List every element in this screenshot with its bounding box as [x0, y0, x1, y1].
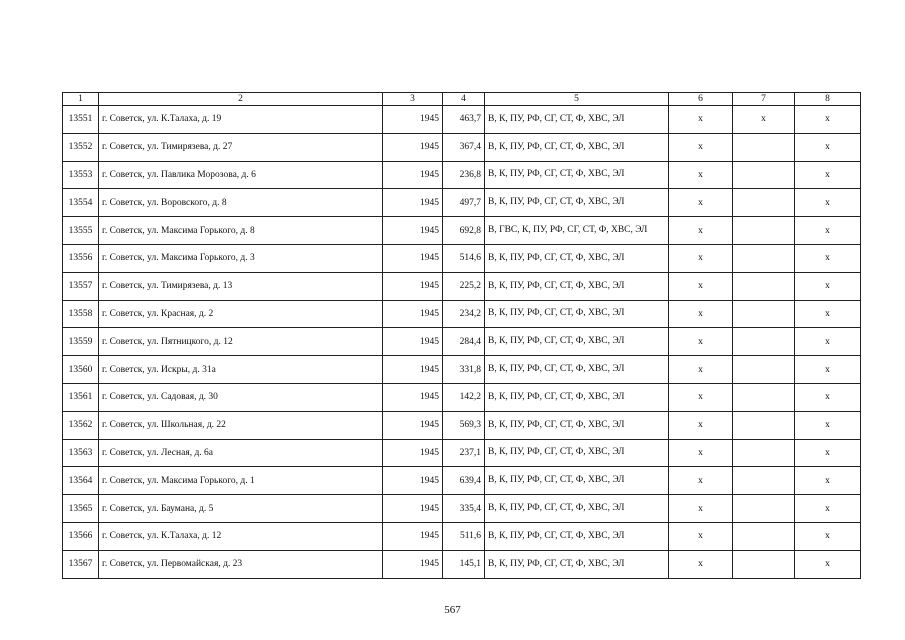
- year-cell: 1945: [383, 383, 443, 411]
- row-number: 13551: [63, 106, 99, 134]
- column-6-mark: х: [669, 467, 733, 495]
- row-number: 13566: [63, 522, 99, 550]
- year-cell: 1945: [383, 522, 443, 550]
- column-8-mark: х: [795, 328, 861, 356]
- column-header-3: 3: [383, 93, 443, 106]
- column-7-mark: [733, 328, 795, 356]
- area-cell: 237,1: [443, 439, 485, 467]
- utilities-cell: В, К, ПУ, РФ, СГ, СТ, Ф, ХВС, ЭЛ: [485, 356, 669, 384]
- column-8-mark: х: [795, 161, 861, 189]
- page-number: 567: [444, 604, 461, 616]
- area-cell: 639,4: [443, 467, 485, 495]
- row-number: 13565: [63, 495, 99, 523]
- year-cell: 1945: [383, 467, 443, 495]
- table-row: [63, 439, 861, 467]
- address-cell: г. Советск, ул. Воровского, д. 8: [99, 189, 383, 217]
- table-row: [63, 217, 861, 245]
- column-8-mark: х: [795, 217, 861, 245]
- year-cell: 1945: [383, 189, 443, 217]
- table-row: [63, 411, 861, 439]
- row-number: 13560: [63, 356, 99, 384]
- year-cell: 1945: [383, 495, 443, 523]
- column-7-mark: [733, 133, 795, 161]
- address-cell: г. Советск, ул. Школьная, д. 22: [99, 411, 383, 439]
- column-7-mark: [733, 550, 795, 578]
- address-cell: г. Советск, ул. Павлика Морозова, д. 6: [99, 161, 383, 189]
- utilities-cell: В, К, ПУ, РФ, СГ, СТ, Ф, ХВС, ЭЛ: [485, 133, 669, 161]
- column-6-mark: х: [669, 217, 733, 245]
- year-cell: 1945: [383, 550, 443, 578]
- column-header-6: 6: [669, 93, 733, 106]
- column-header-8: 8: [795, 93, 861, 106]
- address-cell: г. Советск, ул. Пятницкого, д. 12: [99, 328, 383, 356]
- area-cell: 234,2: [443, 300, 485, 328]
- column-7-mark: [733, 217, 795, 245]
- table-row: [63, 161, 861, 189]
- area-cell: 142,2: [443, 383, 485, 411]
- utilities-cell: В, К, ПУ, РФ, СГ, СТ, Ф, ХВС, ЭЛ: [485, 328, 669, 356]
- housing-registry-table: [62, 92, 861, 579]
- year-cell: 1945: [383, 356, 443, 384]
- year-cell: 1945: [383, 439, 443, 467]
- area-cell: 284,4: [443, 328, 485, 356]
- utilities-cell: В, К, ПУ, РФ, СГ, СТ, Ф, ХВС, ЭЛ: [485, 161, 669, 189]
- address-cell: г. Советск, ул. К.Талаха, д. 12: [99, 522, 383, 550]
- column-6-mark: х: [669, 522, 733, 550]
- column-8-mark: х: [795, 467, 861, 495]
- row-number: 13558: [63, 300, 99, 328]
- address-cell: г. Советск, ул. Максима Горького, д. 1: [99, 467, 383, 495]
- column-header-1: 1: [63, 93, 99, 106]
- address-cell: г. Советск, ул. Максима Горького, д. 8: [99, 217, 383, 245]
- utilities-cell: В, К, ПУ, РФ, СГ, СТ, Ф, ХВС, ЭЛ: [485, 467, 669, 495]
- area-cell: 145,1: [443, 550, 485, 578]
- address-cell: г. Советск, ул. Первомайская, д. 23: [99, 550, 383, 578]
- area-cell: 236,8: [443, 161, 485, 189]
- area-cell: 331,8: [443, 356, 485, 384]
- area-cell: 367,4: [443, 133, 485, 161]
- utilities-cell: В, К, ПУ, РФ, СГ, СТ, Ф, ХВС, ЭЛ: [485, 522, 669, 550]
- table-row: [63, 467, 861, 495]
- column-6-mark: х: [669, 328, 733, 356]
- column-header-2: 2: [99, 93, 383, 106]
- column-6-mark: х: [669, 383, 733, 411]
- utilities-cell: В, К, ПУ, РФ, СГ, СТ, Ф, ХВС, ЭЛ: [485, 383, 669, 411]
- year-cell: 1945: [383, 244, 443, 272]
- column-8-mark: х: [795, 495, 861, 523]
- utilities-cell: В, К, ПУ, РФ, СГ, СТ, Ф, ХВС, ЭЛ: [485, 300, 669, 328]
- row-number: 13555: [63, 217, 99, 245]
- year-cell: 1945: [383, 328, 443, 356]
- column-7-mark: [733, 161, 795, 189]
- row-number: 13563: [63, 439, 99, 467]
- column-7-mark: [733, 356, 795, 384]
- column-6-mark: х: [669, 411, 733, 439]
- column-8-mark: х: [795, 522, 861, 550]
- table-body: [63, 106, 861, 579]
- table-row: [63, 495, 861, 523]
- row-number: 13554: [63, 189, 99, 217]
- column-7-mark: [733, 300, 795, 328]
- header-row: [63, 93, 861, 106]
- column-6-mark: х: [669, 272, 733, 300]
- column-header-4: 4: [443, 93, 485, 106]
- area-cell: 463,7: [443, 106, 485, 134]
- year-cell: 1945: [383, 300, 443, 328]
- table-row: [63, 383, 861, 411]
- year-cell: 1945: [383, 106, 443, 134]
- year-cell: 1945: [383, 161, 443, 189]
- column-8-mark: х: [795, 439, 861, 467]
- table-row: [63, 522, 861, 550]
- column-7-mark: [733, 244, 795, 272]
- utilities-cell: В, ГВС, К, ПУ, РФ, СГ, СТ, Ф, ХВС, ЭЛ: [485, 217, 669, 245]
- table-row: [63, 356, 861, 384]
- row-number: 13556: [63, 244, 99, 272]
- address-cell: г. Советск, ул. Красная, д. 2: [99, 300, 383, 328]
- column-8-mark: х: [795, 189, 861, 217]
- utilities-cell: В, К, ПУ, РФ, СГ, СТ, Ф, ХВС, ЭЛ: [485, 411, 669, 439]
- table-row: [63, 328, 861, 356]
- column-7-mark: [733, 411, 795, 439]
- address-cell: г. Советск, ул. Садовая, д. 30: [99, 383, 383, 411]
- column-7-mark: [733, 383, 795, 411]
- year-cell: 1945: [383, 133, 443, 161]
- column-7-mark: [733, 439, 795, 467]
- row-number: 13559: [63, 328, 99, 356]
- column-header-5: 5: [485, 93, 669, 106]
- area-cell: 225,2: [443, 272, 485, 300]
- year-cell: 1945: [383, 411, 443, 439]
- column-6-mark: х: [669, 106, 733, 134]
- utilities-cell: В, К, ПУ, РФ, СГ, СТ, Ф, ХВС, ЭЛ: [485, 272, 669, 300]
- column-6-mark: х: [669, 550, 733, 578]
- area-cell: 335,4: [443, 495, 485, 523]
- utilities-cell: В, К, ПУ, РФ, СГ, СТ, Ф, ХВС, ЭЛ: [485, 189, 669, 217]
- column-6-mark: х: [669, 189, 733, 217]
- column-6-mark: х: [669, 495, 733, 523]
- table-row: [63, 300, 861, 328]
- area-cell: 497,7: [443, 189, 485, 217]
- row-number: 13561: [63, 383, 99, 411]
- address-cell: г. Советск, ул. Лесная, д. 6а: [99, 439, 383, 467]
- column-8-mark: х: [795, 106, 861, 134]
- table-row: [63, 189, 861, 217]
- row-number: 13553: [63, 161, 99, 189]
- column-7-mark: [733, 189, 795, 217]
- utilities-cell: В, К, ПУ, РФ, СГ, СТ, Ф, ХВС, ЭЛ: [485, 106, 669, 134]
- column-6-mark: х: [669, 133, 733, 161]
- column-8-mark: х: [795, 272, 861, 300]
- column-7-mark: [733, 495, 795, 523]
- row-number: 13567: [63, 550, 99, 578]
- column-8-mark: х: [795, 550, 861, 578]
- column-8-mark: х: [795, 383, 861, 411]
- table-row: [63, 244, 861, 272]
- column-6-mark: х: [669, 356, 733, 384]
- address-cell: г. Советск, ул. Тимирязева, д. 13: [99, 272, 383, 300]
- column-6-mark: х: [669, 244, 733, 272]
- address-cell: г. Советск, ул. Тимирязева, д. 27: [99, 133, 383, 161]
- address-cell: г. Советск, ул. К.Талаха, д. 19: [99, 106, 383, 134]
- row-number: 13562: [63, 411, 99, 439]
- column-7-mark: х: [733, 106, 795, 134]
- utilities-cell: В, К, ПУ, РФ, СГ, СТ, Ф, ХВС, ЭЛ: [485, 439, 669, 467]
- column-6-mark: х: [669, 439, 733, 467]
- column-7-mark: [733, 467, 795, 495]
- year-cell: 1945: [383, 272, 443, 300]
- address-cell: г. Советск, ул. Баумана, д. 5: [99, 495, 383, 523]
- table-row: [63, 133, 861, 161]
- column-8-mark: х: [795, 133, 861, 161]
- column-6-mark: х: [669, 300, 733, 328]
- row-number: 13552: [63, 133, 99, 161]
- utilities-cell: В, К, ПУ, РФ, СГ, СТ, Ф, ХВС, ЭЛ: [485, 550, 669, 578]
- column-8-mark: х: [795, 244, 861, 272]
- table-row: [63, 106, 861, 134]
- column-8-mark: х: [795, 411, 861, 439]
- address-cell: г. Советск, ул. Максима Горького, д. 3: [99, 244, 383, 272]
- year-cell: 1945: [383, 217, 443, 245]
- area-cell: 692,8: [443, 217, 485, 245]
- utilities-cell: В, К, ПУ, РФ, СГ, СТ, Ф, ХВС, ЭЛ: [485, 244, 669, 272]
- column-header-7: 7: [733, 93, 795, 106]
- row-number: 13557: [63, 272, 99, 300]
- utilities-cell: В, К, ПУ, РФ, СГ, СТ, Ф, ХВС, ЭЛ: [485, 495, 669, 523]
- column-6-mark: х: [669, 161, 733, 189]
- area-cell: 514,6: [443, 244, 485, 272]
- column-8-mark: х: [795, 300, 861, 328]
- column-7-mark: [733, 272, 795, 300]
- area-cell: 569,3: [443, 411, 485, 439]
- area-cell: 511,6: [443, 522, 485, 550]
- row-number: 13564: [63, 467, 99, 495]
- table-row: [63, 272, 861, 300]
- table-row: [63, 550, 861, 578]
- address-cell: г. Советск, ул. Искры, д. 31а: [99, 356, 383, 384]
- column-8-mark: х: [795, 356, 861, 384]
- column-7-mark: [733, 522, 795, 550]
